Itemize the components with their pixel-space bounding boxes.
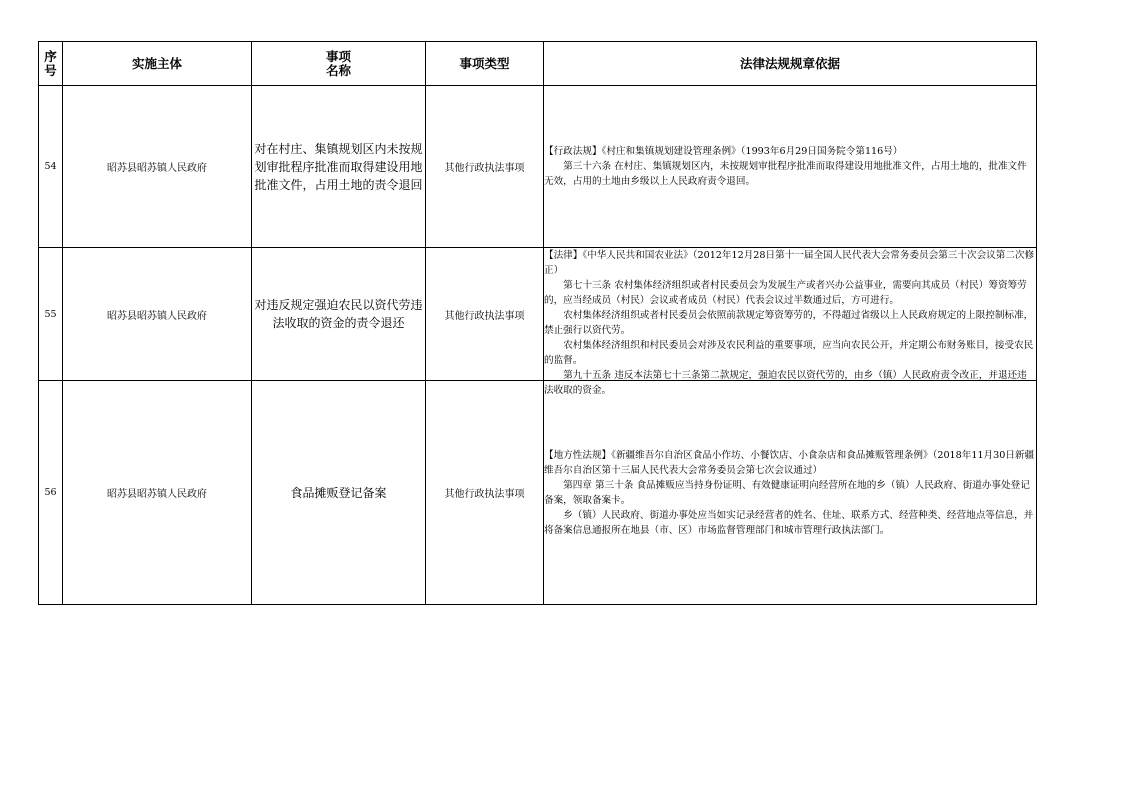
- row-type: 其他行政执法事项: [426, 381, 544, 605]
- basis-clause: 第九十五条 违反本法第七十三条第二款规定，强迫农民以资代劳的，由乡（镇）人民政府责令改正，并退还违法收取的资金。: [544, 370, 1027, 396]
- header-item-name: [252, 42, 426, 86]
- row-type: 其他行政执法事项: [426, 248, 544, 381]
- row-seq: 56: [39, 381, 63, 605]
- row-seq: 55: [39, 248, 63, 381]
- header-seq: 序号: [39, 42, 63, 86]
- row-type: 其他行政执法事项: [426, 86, 544, 248]
- table-row: [39, 248, 1037, 381]
- header-row: [39, 42, 1037, 86]
- basis-clause: 第四章 第三十条 食品摊贩应当持身份证明、有效健康证明向经营所在地的乡（镇）人民政府、街道办事处登记备案，领取备案卡。: [544, 479, 1030, 506]
- table-row: [39, 86, 1037, 248]
- row-legal-basis: [544, 381, 1037, 605]
- basis-clause: 第三十六条 在村庄、集镇规划区内，未按规划审批程序批准而取得建设用地批准文件，占用土地的，批准文件无效，占用的土地由乡级以上人民政府责令退回。: [544, 161, 1027, 187]
- row-subject: 昭苏县昭苏镇人民政府: [63, 381, 252, 605]
- row-legal-basis: [544, 86, 1037, 248]
- enforcement-items-table: [38, 41, 1037, 605]
- row-item-name: 食品摊贩登记备案: [252, 381, 426, 605]
- header-type: 事项类型: [426, 42, 544, 86]
- header-legal-basis: 法律法规规章依据: [544, 42, 1037, 86]
- header-item-name-line2: 名称: [325, 62, 351, 78]
- basis-clause: 农村集体经济组织和村民委员会对涉及农民利益的重要事项，应当向农民公开，并定期公布财务账目，接受农民的监督。: [544, 340, 1034, 366]
- basis-clause: 第七十三条 农村集体经济组织或者村民委员会为发展生产或者兴办公益事业，需要向其成员（村民）筹资筹劳的，应当经成员（村民）会议或者成员（村民）代表会议过半数通过后，方可进行。: [544, 280, 1027, 306]
- basis-clause: 农村集体经济组织或者村民委员会依照前款规定筹资筹劳的，不得超过省级以上人民政府规定的上限控制标准，禁止强行以资代劳。: [544, 310, 1034, 336]
- row-item-name: 对违反规定强迫农民以资代劳违法收取的资金的责令退还: [252, 248, 426, 381]
- row-seq: 54: [39, 86, 63, 248]
- row-legal-basis: [544, 248, 1037, 396]
- row-subject: 昭苏县昭苏镇人民政府: [63, 248, 252, 381]
- header-subject: 实施主体: [63, 42, 252, 86]
- basis-source: 【法律】《中华人民共和国农业法》（2012年12月28日第十一届全国人民代表大会常务委员会第三十次会议第二次修正）: [544, 250, 1035, 276]
- basis-source: 【行政法规】《村庄和集镇规划建设管理条例》（1993年6月29日国务院令第116号）: [544, 146, 903, 157]
- row-subject: 昭苏县昭苏镇人民政府: [63, 86, 252, 248]
- basis-source: 【地方性法规】《新疆维吾尔自治区食品小作坊、小餐饮店、小食杂店和食品摊贩管理条例》（2018年11月30日新疆维吾尔自治区第十三届人民代表大会常务委员会第七次会议通过）: [544, 449, 1035, 476]
- header-item-name-line1: 事项: [325, 48, 351, 64]
- basis-clause: 乡（镇）人民政府、街道办事处应当如实记录经营者的姓名、住址、联系方式、经营种类、经营地点等信息，并将备案信息通报所在地县（市、区）市场监督管理部门和城市管理行政执法部门。: [544, 509, 1034, 536]
- row-item-name: 对在村庄、集镇规划区内未按规划审批程序批准而取得建设用地批准文件，占用土地的责令退回: [252, 86, 426, 248]
- table-row: [39, 381, 1037, 605]
